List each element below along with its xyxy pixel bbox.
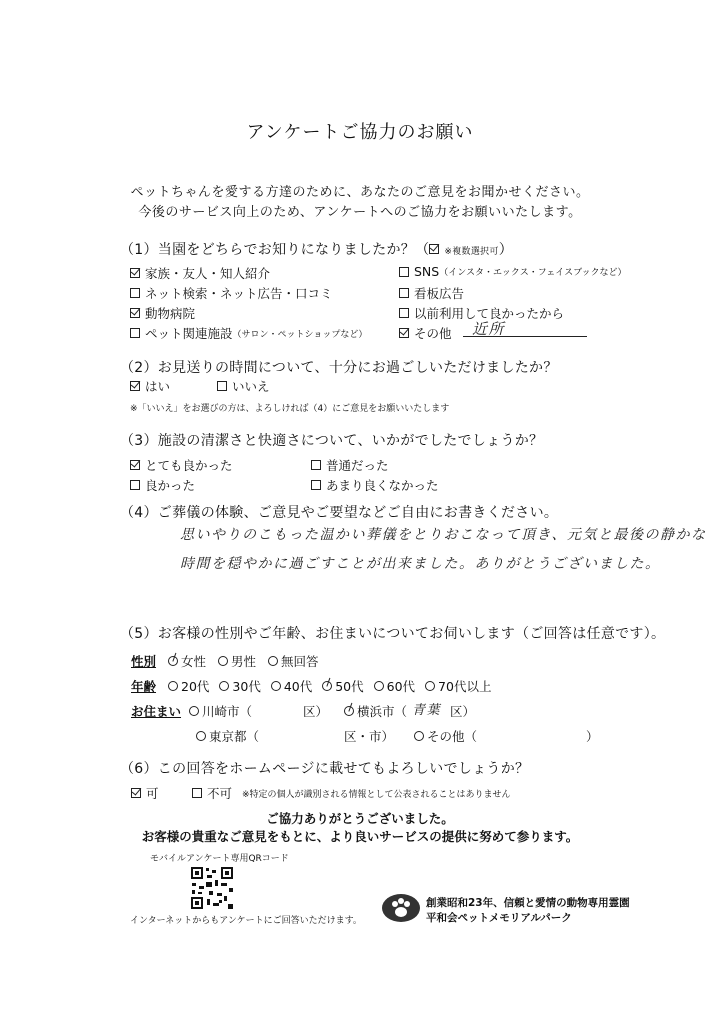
checkbox[interactable] [130, 288, 140, 298]
multi-select-checkbox [429, 244, 439, 254]
q2-option-yes[interactable]: はい [130, 377, 170, 395]
radio[interactable] [414, 731, 424, 741]
address-other[interactable]: その他（ [414, 727, 477, 745]
q5-age-row: 年齢 20代 30代 40代 50代 60代 70代以上 [131, 679, 492, 694]
address-tokyo[interactable]: 東京都（ [196, 727, 259, 745]
internet-note: インターネットからもアンケートにご回答いただけます。 [130, 916, 362, 926]
checkbox[interactable] [130, 328, 140, 338]
address-kawasaki-end: 区） [303, 704, 329, 719]
question-1-text: （1）当園をどちらでお知りになりましたか？ [120, 242, 416, 258]
question-6: （6）この回答をホームページに載せてもよろしいでしょうか？ [120, 761, 530, 777]
q6-option-no[interactable]: 不可 [192, 784, 232, 802]
q3-option-normal[interactable]: 普通だった [311, 456, 389, 474]
closing-line-2: お客様の貴重なご意見をもとに、より良いサービスの提供に努めて参ります。 [141, 829, 579, 844]
radio[interactable] [189, 706, 199, 716]
q1-option-sns[interactable]: SNS （インスタ・エックス・フェイスブックなど） [399, 264, 627, 279]
age-label: 年齢 [131, 679, 157, 694]
radio[interactable] [271, 681, 281, 691]
radio[interactable] [218, 656, 228, 666]
radio[interactable] [344, 706, 354, 716]
q1-option-pet-facility[interactable]: ペット関連施設 （サロン・ペットショップなど） [130, 324, 367, 342]
checkbox[interactable] [130, 480, 140, 490]
checkbox[interactable] [130, 381, 140, 391]
question-2: （2）お見送りの時間について、十分にお過ごしいただけましたか？ [120, 360, 558, 376]
checkbox[interactable] [399, 328, 409, 338]
radio[interactable] [196, 731, 206, 741]
intro-line-2: 今後のサービス向上のため、アンケートへのご協力をお願いいたします。 [138, 205, 582, 220]
question-4: （4）ご葬儀の体験、ご意見やご要望などご自由にお書きください。 [120, 505, 559, 521]
question-1: （1）当園をどちらでお知りになりましたか？（ ※複数選択可） [120, 242, 514, 258]
q1-option-billboard[interactable]: 看板広告 [399, 284, 464, 302]
company-slogan: 創業昭和23年、信頼と愛情の動物専用霊園 [426, 897, 630, 909]
page-title: アンケートご協力のお願い [246, 122, 474, 143]
gender-label: 性別 [131, 654, 157, 669]
radio[interactable] [219, 681, 229, 691]
address-other-end: ） [586, 729, 599, 744]
address-kawasaki[interactable]: 川崎市（ [189, 702, 252, 720]
closing-line-1: ご協力ありがとうございました。 [266, 811, 454, 826]
intro-line-1: ペットちゃんを愛する方達のために、あなたのご意見をお聞かせください。 [130, 185, 590, 200]
address-tokyo-end: 区・市） [344, 729, 395, 744]
checkbox[interactable] [311, 480, 321, 490]
checkbox[interactable] [217, 381, 227, 391]
q1-option-vet[interactable]: 動物病院 [130, 304, 195, 322]
q1-option-internet[interactable]: ネット検索・ネット広告・口コミ [130, 284, 333, 302]
q2-note: ※「いいえ」をお選びの方は、よろしければ（4）にご意見をお願いいたします [130, 404, 450, 414]
question-5: （5）お客様の性別やご年齢、お住まいについてお伺いします（ご回答は任意です）。 [120, 626, 666, 642]
checkbox[interactable] [130, 460, 140, 470]
yokohama-ward-answer: 青葉 [412, 703, 442, 718]
q1-option-other[interactable]: その他 [399, 324, 452, 342]
checkbox[interactable] [399, 308, 409, 318]
checkbox[interactable] [192, 788, 202, 798]
radio[interactable] [168, 681, 178, 691]
q3-option-not-good[interactable]: あまり良くなかった [311, 476, 439, 494]
address-label-row [131, 702, 181, 720]
checkbox[interactable] [130, 268, 140, 278]
radio[interactable] [268, 656, 278, 666]
qr-code-icon[interactable] [190, 866, 234, 910]
question-3: （3）施設の清潔さと快適さについて、いかがでしたでしょうか？ [120, 433, 544, 449]
q6-note: ※特定の個人が識別される情報として公表されることはありません [242, 790, 511, 800]
checkbox[interactable] [399, 267, 409, 277]
qr-caption: モバイルアンケート専用QRコード [150, 854, 289, 864]
q4-answer-line-2: 時間を穏やかに過ごすことが出来ました。ありがとうございました。 [180, 556, 661, 572]
address-yokohama[interactable]: 横浜市（ [344, 702, 407, 720]
q2-option-no[interactable]: いいえ [217, 377, 270, 395]
checkbox[interactable] [131, 788, 141, 798]
q3-option-very-good[interactable]: とても良かった [130, 456, 233, 474]
address-label: お住まい [131, 704, 182, 719]
q4-answer-line-1: 思いやりのこもった温かい葬儀をとりおこなって頂き、元気と最後の静かな [180, 527, 707, 543]
radio[interactable] [322, 681, 332, 691]
checkbox[interactable] [399, 288, 409, 298]
checkbox[interactable] [311, 460, 321, 470]
q1-other-underline [463, 336, 587, 337]
radio[interactable] [374, 681, 384, 691]
q6-option-yes[interactable]: 可 [131, 784, 159, 802]
q5-gender-row: 性別 女性 男性 無回答 [131, 654, 319, 669]
paw-logo-icon [381, 893, 421, 923]
company-name: 平和会ペットメモリアルパーク [426, 912, 572, 924]
q1-option-family[interactable]: 家族・友人・知人紹介 [130, 264, 270, 282]
q1-other-answer: 近所 [472, 320, 506, 338]
q1-option-previous-use[interactable]: 以前利用して良かったから [399, 304, 564, 322]
radio[interactable] [168, 656, 178, 666]
radio[interactable] [425, 681, 435, 691]
multi-select-note: ※複数選択可 [444, 247, 499, 257]
checkbox[interactable] [130, 308, 140, 318]
q3-option-good[interactable]: 良かった [130, 476, 195, 494]
address-yokohama-end: 区） [450, 704, 476, 719]
